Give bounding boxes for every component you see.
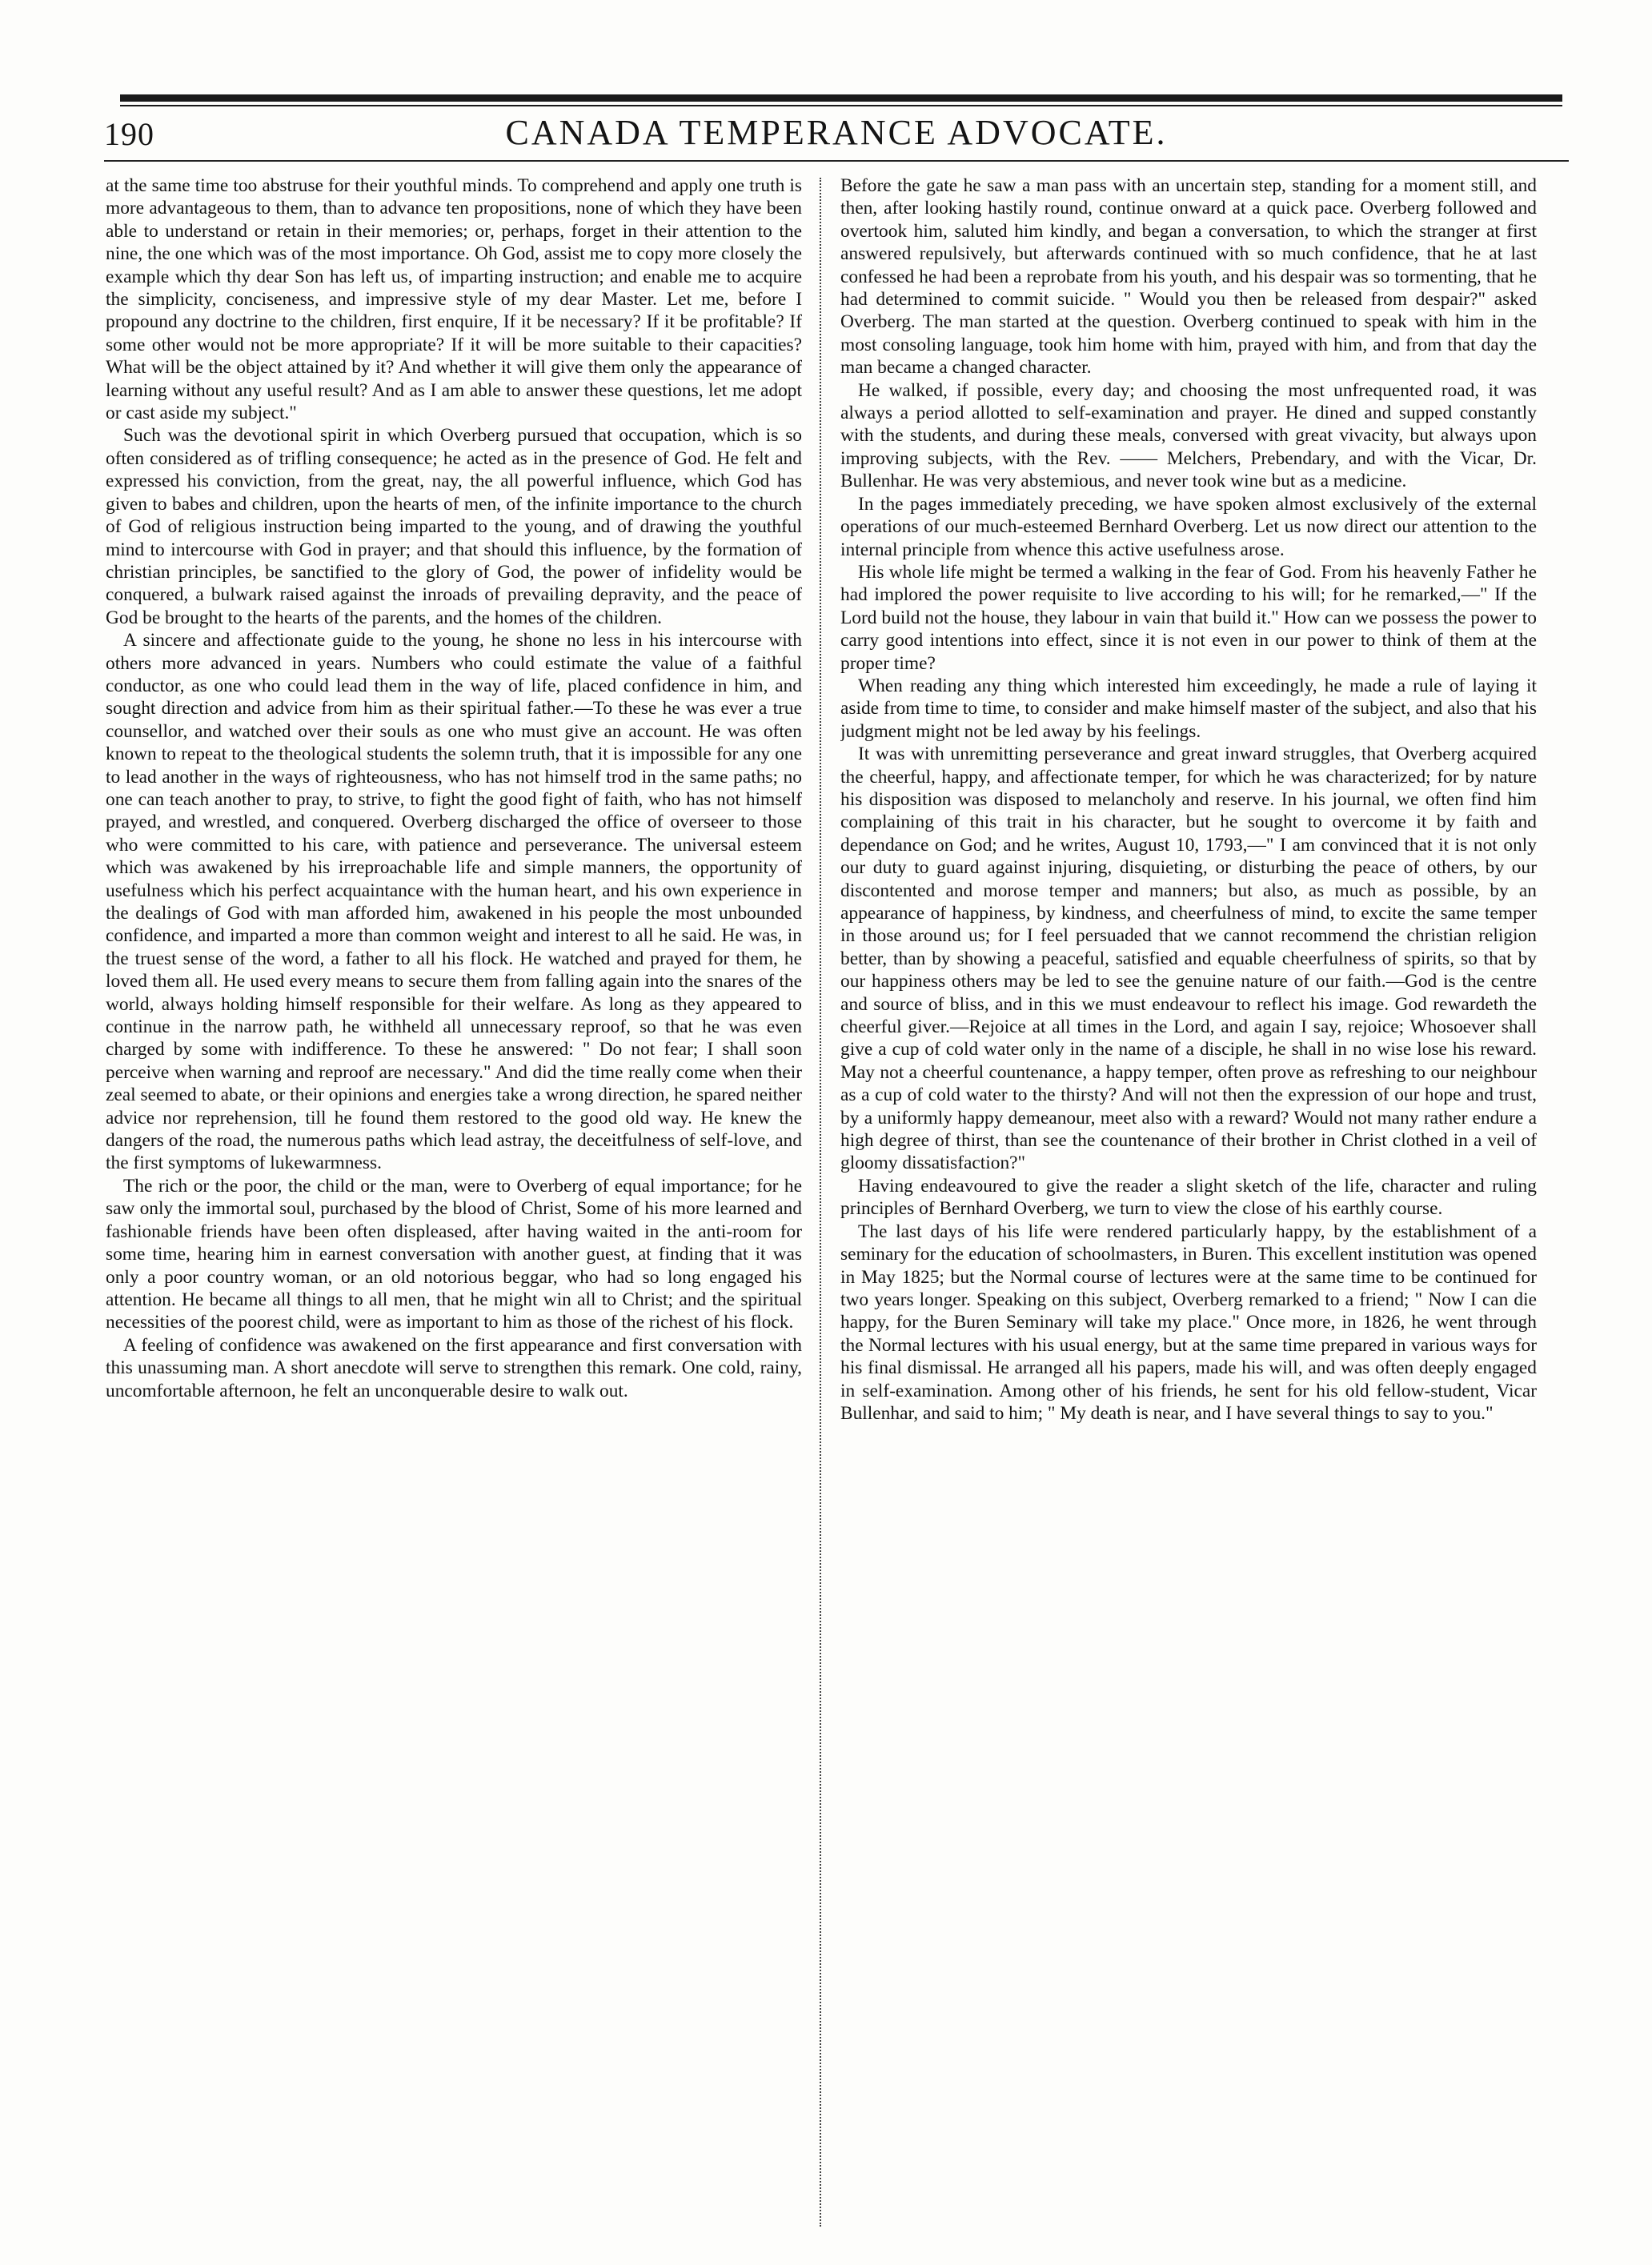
top-rule-thin	[120, 105, 1562, 106]
paragraph: The rich or the poor, the child or the man, were to Overberg of equal importance; for he saw only the immortal soul, purchased by the blood of Christ, Some of his more learned and fashionable friends have been often displeased, after having waited in the anti-room for some time, hearing him in earnest conversation with another guest, at finding that it was only a poor country woman, or an old notorious beggar, who had so long engaged his attention. He became all things to all men, that he might win all to Christ; and the spiritual necessities of the poorest child, were as important to him as those of the richest of his flock.	[106, 1175, 802, 1333]
right-column	[840, 174, 1537, 2231]
top-rule	[120, 94, 1562, 102]
paragraph: A feeling of confidence was awakened on the first appearance and first conversation with this unassuming man. A short anecdote will serve to strengthen this remark. One cold, rainy, uncomfortable afternoon, he felt an unconquerable desire to walk out.	[106, 1334, 802, 1401]
paragraph: The last days of his life were rendered particularly happy, by the establishment of a seminary for the education of schoolmasters, in Buren. This excellent institution was opened in May 1825; but the Normal course of lectures were at the same time to be continued for two years longer. Speaking on this subject, Overberg remarked to a friend; " Now I can die happy, for the Buren Seminary will take my place." Once more, in 1826, he went through the Normal lectures with his usual energy, but at the same time prepared in various ways for his final dismissal. He arranged all his papers, made his will, and was often deeply engaged in self-examination. Among other of his friends, he sent for his old fellow-student, Vicar Bullenhar, and said to him; " My death is near, and I have several things to say to you."	[840, 1221, 1537, 1424]
paragraph: In the pages immediately preceding, we have spoken almost exclusively of the external operations of our much-esteemed Bernhard Overberg. Let us now direct our attention to the internal principle from whence this active usefulness arose.	[840, 493, 1537, 560]
paragraph: His whole life might be termed a walking in the fear of God. From his heavenly Father he had implored the power requisite to live according to his will; for he remarked,—" If the Lord build not the house, they labour in vain that build it." How can we possess the power to carry good intentions into effect, since it is not even in our power to think of them at the proper time?	[840, 561, 1537, 674]
paragraph: When reading any thing which interested him exceedingly, he made a rule of laying it aside from time to time, to consider and make himself master of the subject, and also that his judgment might not be led away by his feelings.	[840, 675, 1537, 742]
paragraph: Having endeavoured to give the reader a slight sketch of the life, character and ruling principles of Bernhard Overberg, we turn to view the close of his earthly course.	[840, 1175, 1537, 1220]
paragraph: He walked, if possible, every day; and choosing the most unfrequented road, it was always a period allotted to self-examination and prayer. He dined and supped constantly with the students, and during these meals, conversed with great vivacity, but always upon improving subjects, with the Rev. —— Melchers, Prebendary, and with the Vicar, Dr. Bullenhar. He was very abstemious, and never took wine but as a medicine.	[840, 379, 1537, 492]
page-header	[104, 112, 1569, 160]
paragraph: Before the gate he saw a man pass with an uncertain step, standing for a moment still, and then, after looking hastily round, continue onward at a quick pace. Overberg followed and overtook him, saluted him kindly, and began a conversation, to which the stranger at first answered repulsively, but afterwards continued with so much confidence, that he at last confessed he had been a reprobate from his youth, and his despair was so tormenting, that he had determined to commit suicide. " Would you then be released from despair?" asked Overberg. The man started at the question. Overberg continued to speak with him in the most consoling language, took him home with him, prayed with him, and from that day the man became a changed character.	[840, 175, 1537, 379]
paragraph: A sincere and affectionate guide to the young, he shone no less in his intercourse with others more advanced in years. Numbers who could estimate the value of a faithful conductor, as one who could lead them in the way of life, placed confidence in him, and sought direction and advice from him as their spiritual father.—To these he was ever a true counsellor, and watched over their souls as one who must give an account. He was often known to repeat to the theological students the solemn truth, that it is impossible for any one to lead another in the ways of righteousness, who has not himself trod in the same paths; no one can teach another to pray, to strive, to fight the good fight of faith, who has not himself prayed, and wrestled, and conquered. Overberg discharged the office of overseer to those who were committed to his care, with patience and perseverance. The universal esteem which was awakened by his irreproachable life and simple manners, the opportunity of usefulness which his perfect acquaintance with the human heart, and his own experience in the dealings of God with man afforded him, awakened in his people the most unbounded confidence, and imparted a more than common weight and interest to all he said. He was, in the truest sense of the word, a father to all his flock. He watched and prayed for them, he loved them all. He used every means to secure them from falling again into the snares of the world, always holding himself responsible for their welfare. As long as they appeared to continue in the narrow path, he withheld all unnecessary reproof, so that he was even charged by some with indifference. To these he answered: " Do not fear; I shall soon perceive when warning and reproof are necessary." And did the time really come when their zeal seemed to abate, or their opinions and energies take a wrong direction, he spared neither advice nor reprehension, till he found them restored to the good old way. He knew the dangers of the road, the numerous paths which lead astray, the deceitfulness of self-love, and the first symptoms of lukewarmness.	[106, 630, 802, 1174]
paragraph: at the same time too abstruse for their youthful minds. To comprehend and apply one truth is more advantageous to them, than to advance ten propositions, none of which they have been able to understand or retain in their memories; or, perhaps, forget in their attention to the nine, the one which was of the most importance. Oh God, assist me to copy more closely the example which thy dear Son has left us, of imparting instruction; and enable me to acquire the simplicity, conciseness, and impressive style of my dear Master. Let me, before I propound any doctrine to the children, first enquire, If it be necessary? If it be profitable? If some other would not be more appropriate? If it will be more suitable to their capacities? What will be the object attained by it? And whether it will give them only the appearance of learning without any useful result? And as I am able to answer these questions, let me adopt or cast aside my subject."	[106, 175, 802, 424]
page-number: 190	[104, 116, 154, 152]
header-rule	[104, 160, 1569, 162]
paragraph: It was with unremitting perseverance and great inward struggles, that Overberg acquired the cheerful, happy, and affectionate temper, for which he was characterized; for by nature his disposition was disposed to melancholy and reserve. In his journal, we often find him complaining of this trait in his character, but he sought to overcome it by faith and dependance on God; and he writes, August 10, 1793,—" I am convinced that it is not only our duty to guard against injuring, disquieting, or disturbing the peace of others, by our discontented and morose temper and manners; but also, as much as possible, by an appearance of happiness, by kindness, and cheerfulness of mind, to excite the same temper in those around us; for I feel persuaded that we cannot recommend the christian religion better, than by showing a peaceful, satisfied and equable cheerfulness of spirits, so that by our happiness others may be led to see the genuine nature of our faith.—God is the centre and source of bliss, and in this we must endeavour to reflect his image. God rewardeth the cheerful giver.—Rejoice at all times in the Lord, and again I say, rejoice; Whosoever shall give a cup of cold water only in the name of a disciple, he shall in no wise lose his reward. May not a cheerful countenance, a happy temper, often prove as refreshing to our neighbour as a cup of cold water to the thirsty? And will not then the expression of our hope and trust, by a uniformly happy demeanour, meet also with a reward? Would not many rather endure a high degree of thirst, than see the countenance of their brother in Christ clothed in a veil of gloomy dissatisfaction?"	[840, 744, 1537, 1174]
running-head-title: CANADA TEMPERANCE ADVOCATE.	[505, 113, 1168, 152]
column-divider	[820, 178, 821, 2227]
left-column	[106, 174, 802, 2231]
paragraph: Such was the devotional spirit in which Overberg pursued that occupation, which is so often considered as of trifling consequence; he acted as in the presence of God. He felt and expressed his conviction, from the great, nay, the all powerful influence, which God has given to babes and children, upon the hearts of men, of the infinite importance to the church of God of religious instruction being imparted to the young, and of drawing the youthful mind to intercourse with God in prayer; and that should this influence, by the formation of christian principles, be sanctified to the glory of God, the power of infidelity would be conquered, a bulwark raised against the inroads of prevailing depravity, and the peace of God be brought to the hearts of the parents, and the homes of the children.	[106, 425, 802, 628]
